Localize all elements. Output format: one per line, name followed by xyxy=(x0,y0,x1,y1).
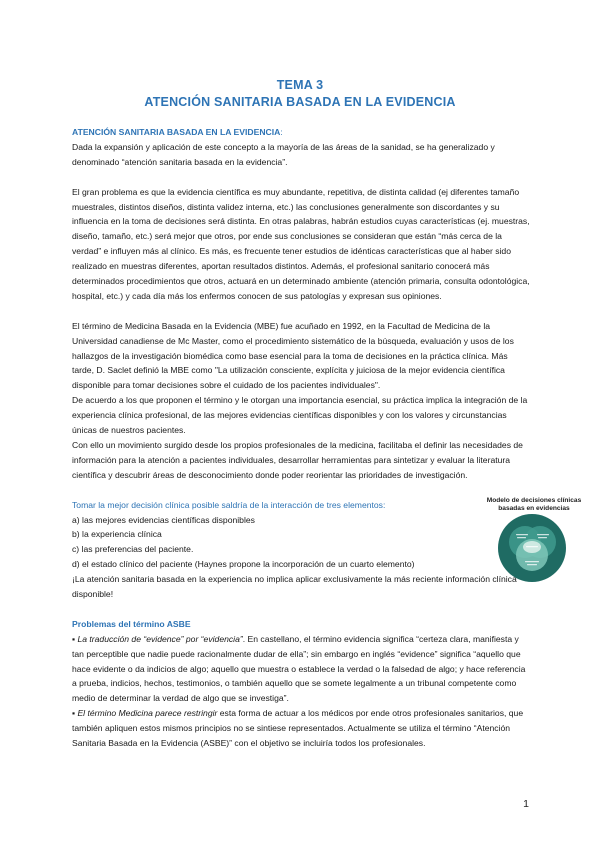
problems-item-1-text: . En castellano, el término evidencia significa “certeza clara, manifiesta y tan perceptible que nadie puede racionalmente dudar de ella”; sin embargo en inglés “evidence” significa “aquello que hace evidente o da indicios de algo; aquello que muestra o establece la verdad o la falsedad de algo; y hace referencia a prueba, indicios, hechos, testimonios, o también aquello que se somete legalmente a un tribunal competente como medio de determinar la verdad de algo que se investiga”. xyxy=(72,633,526,704)
document-subtitle: ATENCIÓN SANITARIA BASADA EN LA EVIDENCIA xyxy=(144,95,456,109)
problems-heading: Problemas del término ASBE xyxy=(72,618,191,629)
decision-item-a: a) las mejores evidencias científicas disponibles xyxy=(72,514,255,525)
document-title: TEMA 3 xyxy=(276,78,324,92)
problems-item-2-text: esta forma de actuar a los médicos por ende otros profesionales sanitarios, que también apliquen estos mismos principios no se sintiese representados. Actualmente se utiliza el término “Atención Sanitaria Basada en la Evidencia (ASBE)” con el objetivo se incluiría todos los profesionales. xyxy=(72,708,524,749)
mbe-paragraph-2: De acuerdo a los que proponen el término y le otorgan una importancia esencial, su práctica implica la integración de la experiencia clínica profesional, de las mejores evidencias científicas disponibles y con los valores y circunstancias únicas de nuestros pacientes. xyxy=(72,395,528,436)
figure-caption-line-2: basadas en evidencias xyxy=(498,505,570,512)
problems-item-2 xyxy=(72,706,530,751)
intro-paragraph xyxy=(72,125,530,170)
decision-heading: Tomar la mejor decisión clínica posible saldría de la interacción de tres elementos: xyxy=(72,499,386,510)
problem-paragraph: El gran problema es que la evidencia científica es muy abundante, repetitiva, de distinta calidad (ej diferentes tamaño muestrales, distintos diseños, distinta validez interna, etc.) las conclusiones generalmente son discordantes y su influencia en la toma de decisiones será distinta. En otras palabras, habrán estudios cuyas características (ej. muestras, diseño, tamaño, etc.) será mejor que otros, por ende sus conclusiones se consideran que están “más cerca de la verdad” e influyen más al clínico. Es más, es frecuente tener estudios de idénticas características que al haber sido realizado en muestras diferentes, aportan resultados distintos. Además, el profesional sanitario conocerá más determinados procedimientos que otros, actuará en un determinado ambiente (atención primaria, consulta odontológica, hospital, etc.) y cada día más los enfermos conocen de sus patologías y expresan sus opiniones. xyxy=(72,186,530,301)
decision-item-b: b) la experiencia clínica xyxy=(72,529,162,540)
problems-item-2-title: El término Medicina parece restringir xyxy=(77,708,218,719)
clinical-decision-model-figure xyxy=(478,497,590,583)
figure-caption-line-1: Modelo de decisiones clínicas xyxy=(486,497,582,504)
problems-item-1 xyxy=(72,632,530,707)
mbe-paragraph-1: El término de Medicina Basada en la Evidencia (MBE) fue acuñado en 1992, en la Facultad de Medicina de la Universidad canadiense de Mc Master, como el procedimiento sistemático de la búsqueda, evaluación y usos de los hallazgos de la investigación biomédica como base esencial para la toma de decisiones en la práctica clínica. Más tarde, D. Saclet definió la MBE como "La utilización consciente, explícita y juiciosa de la mejor evidencia científica disponible para tomar decisiones sobre el cuidado de los pacientes individuales". xyxy=(72,320,514,391)
decision-item-d: d) el estado clínico del paciente (Haynes propone la incorporación de un cuarto elemento) xyxy=(72,559,415,570)
problems-item-1-title: La traducción de “evidence” por “evidencia” xyxy=(77,633,243,644)
intro-heading-colon: : xyxy=(280,127,283,137)
bullet-icon: ▪ xyxy=(72,633,78,644)
page-number: 1 xyxy=(523,798,529,810)
decision-section xyxy=(72,498,470,573)
mbe-paragraph-3: Con ello un movimiento surgido desde los propios profesionales de la medicina, facilitaba el definir las necesidades de información para la atención a pacientes individuales, desarrollar herramientas para sintetizar y evaluar la literatura científica y descubrir áreas de desconocimiento donde poder reorientar las prioridades de investigación. xyxy=(72,440,523,480)
document-body xyxy=(72,125,530,751)
bullet-icon: ▪ xyxy=(72,708,78,719)
intro-heading: ATENCIÓN SANITARIA BASADA EN LA EVIDENCIA xyxy=(72,127,281,137)
decision-note: ¡La atención sanitaria basada en la experiencia no implica aplicar exclusivamente la más reciente información clínica disponible! xyxy=(72,574,517,600)
intro-text: Dada la expansión y aplicación de este concepto a la mayoría de las áreas de la sanidad, se ha generalizado y denominado “atención sanitaria basada en la evidencia”. xyxy=(72,141,495,167)
decision-item-c: c) las preferencias del paciente. xyxy=(72,544,194,555)
venn-diagram-image xyxy=(478,497,590,583)
